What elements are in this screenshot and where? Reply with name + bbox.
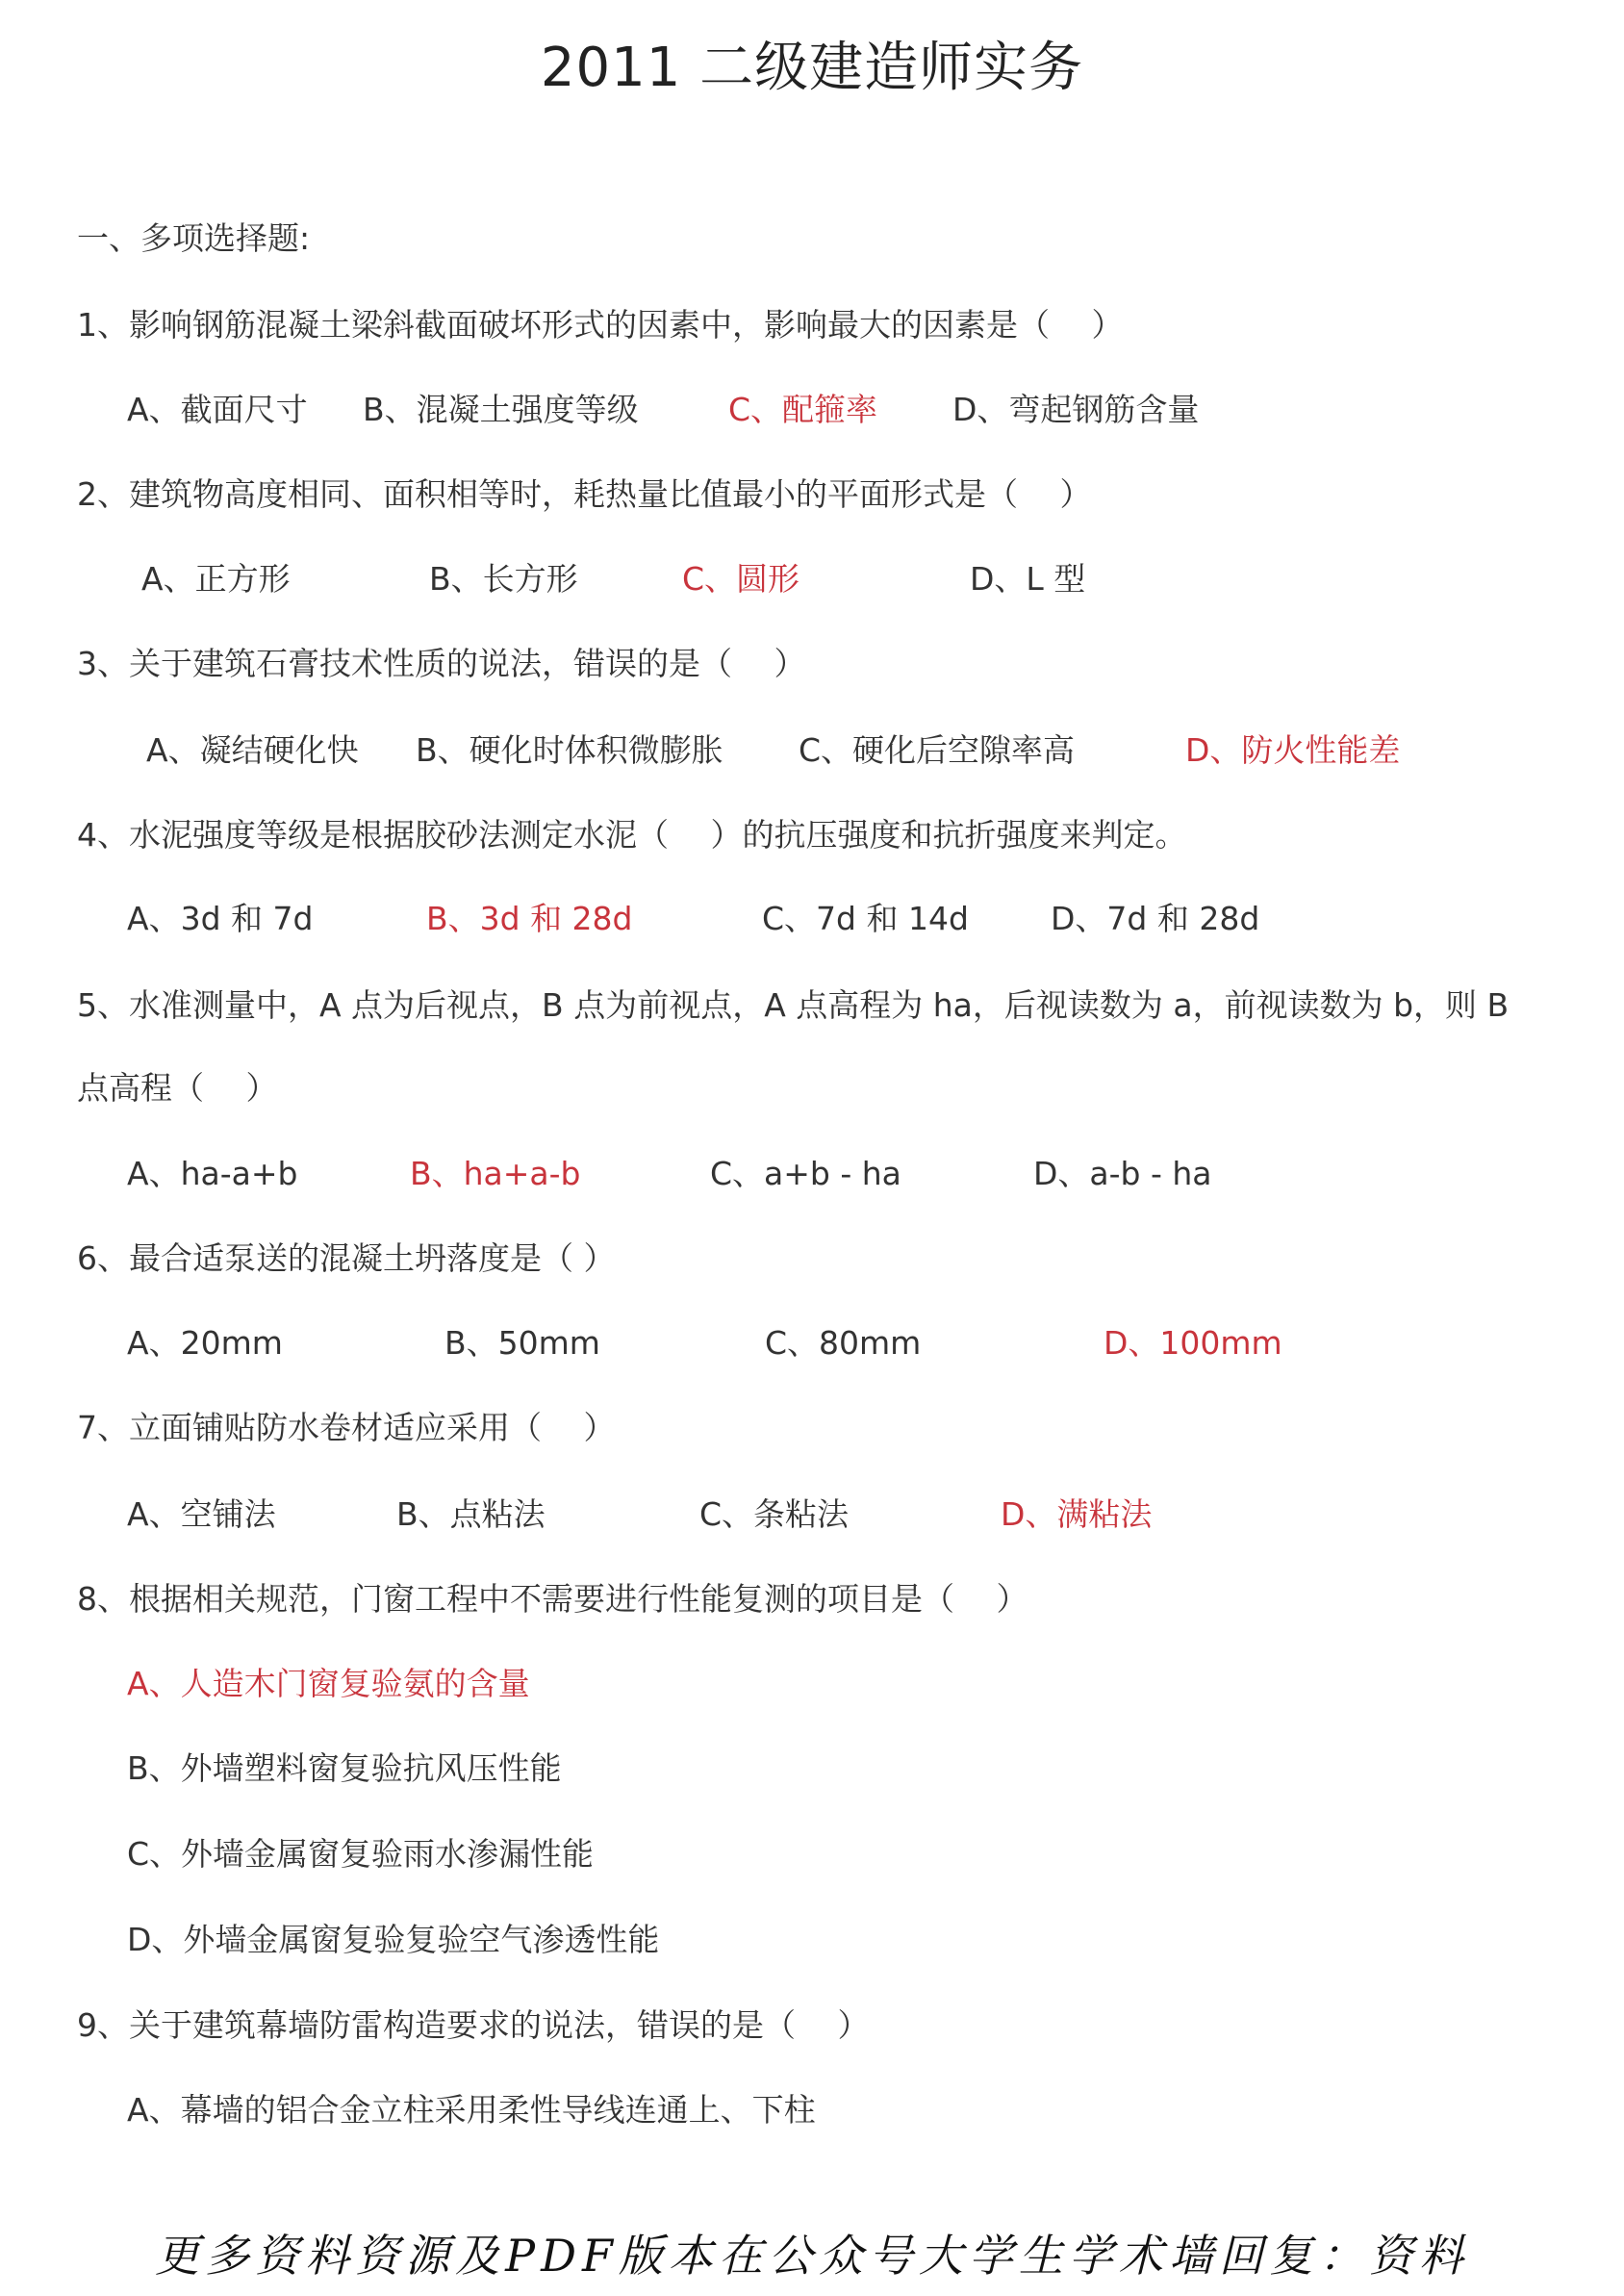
document-title: 2011 二级建造师实务 xyxy=(540,37,1084,99)
option-d: D、弯起钢筋含量 xyxy=(952,391,1200,428)
option-a: A、正方形 xyxy=(141,560,291,598)
option-d-correct: D、100mm xyxy=(1104,1324,1282,1362)
option-a: A、凝结硬化快 xyxy=(146,731,359,769)
option-b: B、外墙塑料窗复验抗风压性能 xyxy=(127,1749,562,1787)
option-a: A、ha-a+b xyxy=(127,1155,298,1192)
question-text: 8、根据相关规范，门窗工程中不需要进行性能复测的项目是（ ） xyxy=(77,1580,1028,1618)
question-text: 3、关于建筑石膏技术性质的说法，错误的是（ ） xyxy=(77,645,806,682)
option-c: C、7d 和 14d xyxy=(762,900,969,937)
footer-watermark: 更多资料资源及PDF版本在公众号大学生学术墙回复：资料 xyxy=(155,2230,1469,2282)
option-a: A、20mm xyxy=(127,1324,283,1362)
option-d: D、L 型 xyxy=(970,560,1086,598)
option-b-correct: B、ha+a-b xyxy=(410,1155,581,1192)
option-a: A、3d 和 7d xyxy=(127,900,314,937)
question-text: 9、关于建筑幕墙防雷构造要求的说法，错误的是（ ） xyxy=(77,2006,870,2044)
question-text: 6、最合适泵送的混凝土坍落度是（ ） xyxy=(77,1239,616,1277)
option-d: D、外墙金属窗复验复验空气渗透性能 xyxy=(127,1921,660,1958)
option-b-correct: B、3d 和 28d xyxy=(426,900,633,937)
option-b: B、硬化时体积微膨胀 xyxy=(416,731,723,769)
question-text: 7、立面铺贴防水卷材适应采用（ ） xyxy=(77,1409,616,1446)
option-d-correct: D、防火性能差 xyxy=(1185,731,1401,769)
question-text: 4、水泥强度等级是根据胶砂法测定水泥（ ）的抗压强度和抗折强度来判定。 xyxy=(77,816,1187,854)
option-b: B、混凝土强度等级 xyxy=(363,391,639,428)
option-c-correct: C、配箍率 xyxy=(728,391,878,428)
option-a: A、幕墙的铝合金立柱采用柔性导线连通上、下柱 xyxy=(127,2091,816,2129)
option-c: C、a+b - ha xyxy=(710,1155,901,1192)
question-text: 2、建筑物高度相同、面积相等时，耗热量比值最小的平面形式是（ ） xyxy=(77,475,1092,513)
option-a: A、截面尺寸 xyxy=(127,391,308,428)
option-d: D、a-b - ha xyxy=(1033,1155,1212,1192)
question-text-continued: 点高程（ ） xyxy=(77,1069,278,1107)
option-b: B、点粘法 xyxy=(396,1495,546,1533)
section-heading: 一、多项选择题: xyxy=(77,219,311,257)
option-a: A、空铺法 xyxy=(127,1495,276,1533)
option-d-correct: D、满粘法 xyxy=(1001,1495,1153,1533)
option-a-correct: A、人造木门窗复验氨的含量 xyxy=(127,1665,530,1702)
question-text: 5、水准测量中，A 点为后视点，B 点为前视点，A 点高程为 ha，后视读数为 a，前视读数为 b，则 B xyxy=(77,986,1510,1024)
option-c: C、条粘法 xyxy=(699,1495,850,1533)
option-c: C、外墙金属窗复验雨水渗漏性能 xyxy=(127,1835,595,1873)
option-c-correct: C、圆形 xyxy=(682,560,800,598)
option-d: D、7d 和 28d xyxy=(1051,900,1260,937)
option-b: B、长方形 xyxy=(429,560,578,598)
option-c: C、80mm xyxy=(765,1324,922,1362)
option-b: B、50mm xyxy=(444,1324,600,1362)
option-c: C、硬化后空隙率高 xyxy=(799,731,1076,769)
question-text: 1、影响钢筋混凝土梁斜截面破坏形式的因素中，影响最大的因素是（ ） xyxy=(77,306,1124,344)
